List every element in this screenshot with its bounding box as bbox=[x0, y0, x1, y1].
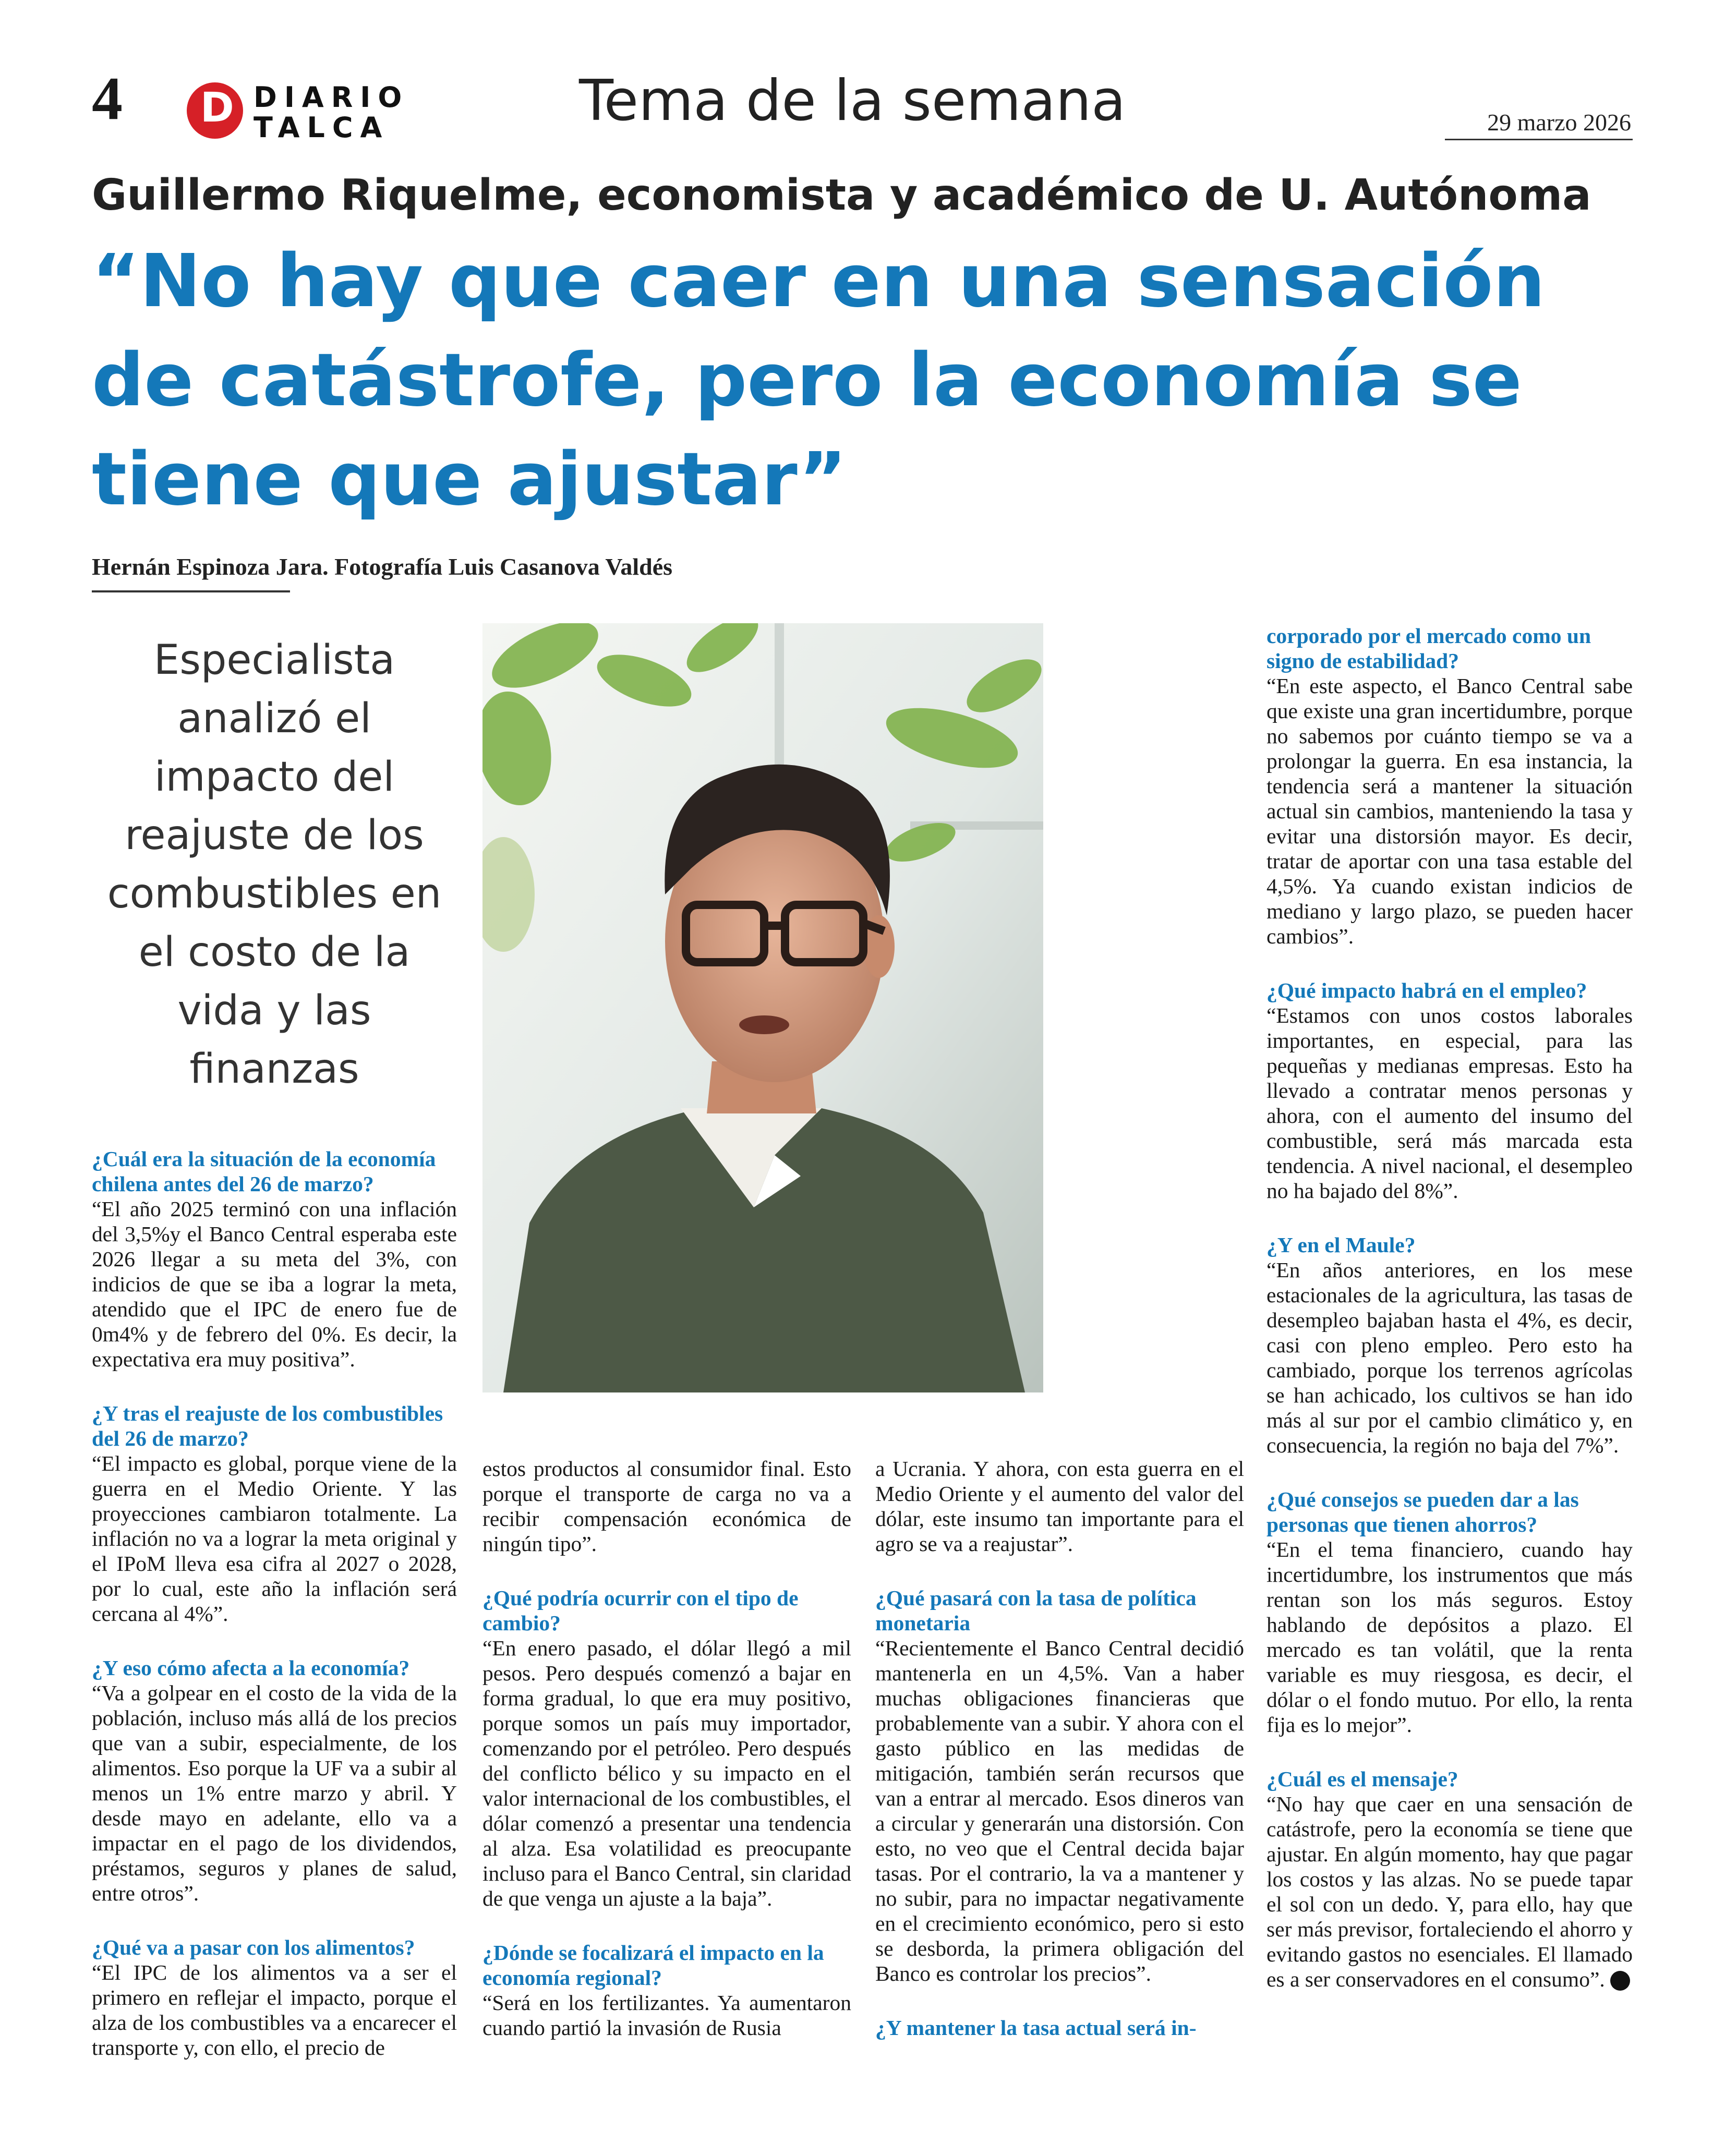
article-column-1 bbox=[92, 1146, 457, 2060]
issue-date: 29 marzo 2026 bbox=[1487, 109, 1631, 136]
article-column-4 bbox=[1266, 623, 1633, 1992]
article-deck: Especialista analizó el impacto del reajuste de los combustibles en el costo de la vida y las finanzas bbox=[107, 637, 442, 1093]
article-column-2 bbox=[482, 1456, 851, 2040]
answer-continuation: estos productos al consumidor final. Esto porque el transporte de carga no va a recibir compensación económica de ningún tipo”. bbox=[482, 1457, 851, 1556]
byline-underline bbox=[92, 590, 290, 592]
answer-continued: “El IPC de los alimentos va a ser el primero en reflejar el impacto, porque el alza de los combustibles va a encarecer el transporte y, con ello, el precio de bbox=[92, 1960, 457, 2060]
answer: “El año 2025 terminó con una inflación del 3,5%y el Banco Central esperaba este 2026 llegar a su meta del 3%, con indicios de que se iba a lograr la meta, atendido que el IPC de enero fue de 0m4% y de febrero del 0%. Es decir, la expectativa era muy positiva”. bbox=[92, 1197, 457, 1371]
article-kicker: Guillermo Riquelme, economista y académico de U. Autónoma bbox=[92, 171, 1591, 220]
answer: “En enero pasado, el dólar llegó a mil pesos. Pero después comenzó a bajar en forma gradual, lo que era muy positivo, porque somos un país muy importador, comenzando por el petróleo. Pero después del conflicto bélico y su impacto en el valor internacional de los combustibles, el dólar comenzó a presentar una tendencia al alza. Esa volatilidad es preocupante incluso para el Banco Central, sin claridad de que venga un ajuste a la baja”. bbox=[482, 1636, 851, 1910]
article-headline: “No hay que caer en una sensación de catástrofe, pero la economía se tiene que ajustar” bbox=[92, 239, 1546, 522]
article-byline: Hernán Espinoza Jara. Fotografía Luis Casanova Valdés bbox=[92, 553, 673, 580]
article-column-3 bbox=[875, 1456, 1244, 2040]
question: ¿Y eso cómo afecta a la economía? bbox=[92, 1656, 410, 1680]
question: ¿Cuál era la situación de la economía chilena antes del 26 de marzo? bbox=[92, 1147, 436, 1196]
question: ¿Qué podría ocurrir con el tipo de cambio? bbox=[482, 1586, 799, 1635]
question: ¿Qué consejos se pueden dar a las personas que tienen ahorros? bbox=[1266, 1487, 1579, 1536]
question: ¿Qué impacto habrá en el empleo? bbox=[1266, 978, 1587, 1002]
logo-text-line2: TALCA bbox=[254, 111, 390, 144]
interviewee-photo bbox=[482, 623, 1043, 1392]
answer: “En el tema financiero, cuando hay incertidumbre, los instrumentos que más rentan son los más seguros. Estoy hablando de depósitos a plazo. El mercado es tan volátil, que la renta variable es muy riesgosa, es decir, el dólar o el fondo mutuo. Por ello, la renta fija es lo mejor”. bbox=[1266, 1537, 1633, 1737]
answer-continuation: a Ucrania. Y ahora, con esta guerra en el Medio Oriente y el aumento del valor del dólar, este insumo tan importante para el agro se va a reajustar”. bbox=[875, 1457, 1244, 1556]
date-underline bbox=[1445, 139, 1633, 140]
final-answer bbox=[1266, 1791, 1633, 1992]
answer: “En este aspecto, el Banco Central sabe que existe una gran incertidumbre, porque no sabemos por cuánto tiempo se va a prolongar la guerra. En esa instancia, la tendencia será a mantener la situación actual sin cambios, manteniendo la tasa y evitar una distorsión mayor. Es decir, tratar de aportar con una tasa estable del 4,5%. Ya cuando existan indicios de mediano y largo plazo, se pueden hacer cambios”. bbox=[1266, 674, 1633, 948]
question-continuation: corporado por el mercado como un signo de estabilidad? bbox=[1266, 624, 1591, 673]
logo-text-line1: DIARIO bbox=[254, 81, 409, 114]
question: ¿Dónde se focalizará el impacto en la economía regional? bbox=[482, 1941, 824, 1990]
page-number: 4 bbox=[92, 64, 123, 132]
answer-continued: “Será en los fertilizantes. Ya aumentaron cuando partió la invasión de Rusia bbox=[482, 1991, 851, 2040]
answer: “El impacto es global, porque viene de la guerra en el Medio Oriente. Y las proyecciones cambiaron totalmente. La inflación no va a lograr la meta original y el IPoM lleva esa cifra al 2027 o 2028, por lo cual, este año la inflación será cercana al 4%”. bbox=[92, 1451, 457, 1626]
question: ¿Qué pasará con la tasa de política monetaria bbox=[875, 1586, 1197, 1635]
diario-talca-logo-icon bbox=[187, 82, 243, 139]
answer-text: “No hay que caer en una sensación de catástrofe, pero la economía se tiene que ajustar. En algún momento, hay que pagar los costos y las alzas. No se puede tapar el sol con un dedo. Y, para ello, hay que ser más previsor, fortaleciendo el ahorro y evitando gastos no esenciales. El llamado es a ser conservadores en el consumo”. bbox=[1266, 1792, 1633, 1991]
end-dot-icon bbox=[1610, 1971, 1630, 1991]
question: ¿Cuál es el mensaje? bbox=[1266, 1767, 1458, 1791]
question: ¿Y tras el reajuste de los combustibles del 26 de marzo? bbox=[92, 1401, 443, 1450]
question: ¿Y en el Maule? bbox=[1266, 1233, 1416, 1257]
section-title: Tema de la semana bbox=[579, 68, 1126, 134]
answer: “Recientemente el Banco Central decidió mantenerla en un 4,5%. Van a haber muchas obligaciones financieras que probablemente van a subir. Y ahora con el gasto público en las medidas de mitigación, también serán recursos que van a entrar al mercado. Esos dineros van a circular y generarán una distorsión. Con esto, no veo que el Central decida bajar tasas. Por el contrario, la va a mantener y no subir, para no impactar negativamente en el crecimiento económico, pero si esto se desborda, la primera obligación del Banco es controlar los precios”. bbox=[875, 1636, 1244, 1985]
question: ¿Qué va a pasar con los alimentos? bbox=[92, 1935, 415, 1959]
question-continued: ¿Y mantener la tasa actual será in- bbox=[875, 2016, 1197, 2040]
masthead-logo bbox=[187, 79, 409, 144]
answer: “Estamos con unos costos laborales importantes, en especial, para las pequeñas y medianas empresas. Esto ha llevado a contratar menos personas y ahora, con el aumento del insumo del combustible, será más marcada esta tendencia. A nivel nacional, el desempleo no ha bajado del 8%”. bbox=[1266, 1003, 1633, 1203]
logo-mark-letter: D bbox=[200, 84, 234, 131]
answer: “Va a golpear en el costo de la vida de la población, incluso más allá de los precios que van a subir, especialmente, de los alimentos. Eso porque la UF va a subir al menos un 1% entre marzo y abril. Y desde mayo en adelante, ello va a impactar en el pago de los dividendos, préstamos, seguros y planes de salud, entre otros”. bbox=[92, 1681, 457, 1905]
answer: “En años anteriores, en los mese estacionales de la agricultura, las tasas de desempleo bajaban hasta el 4%, es decir, casi con pleno empleo. Pero esto ha cambiado, porque los terrenos agrícolas se han achicado, los cultivos se han ido más al sur por el cambio climático y, en consecuencia, la región no baja del 7%”. bbox=[1266, 1258, 1633, 1457]
